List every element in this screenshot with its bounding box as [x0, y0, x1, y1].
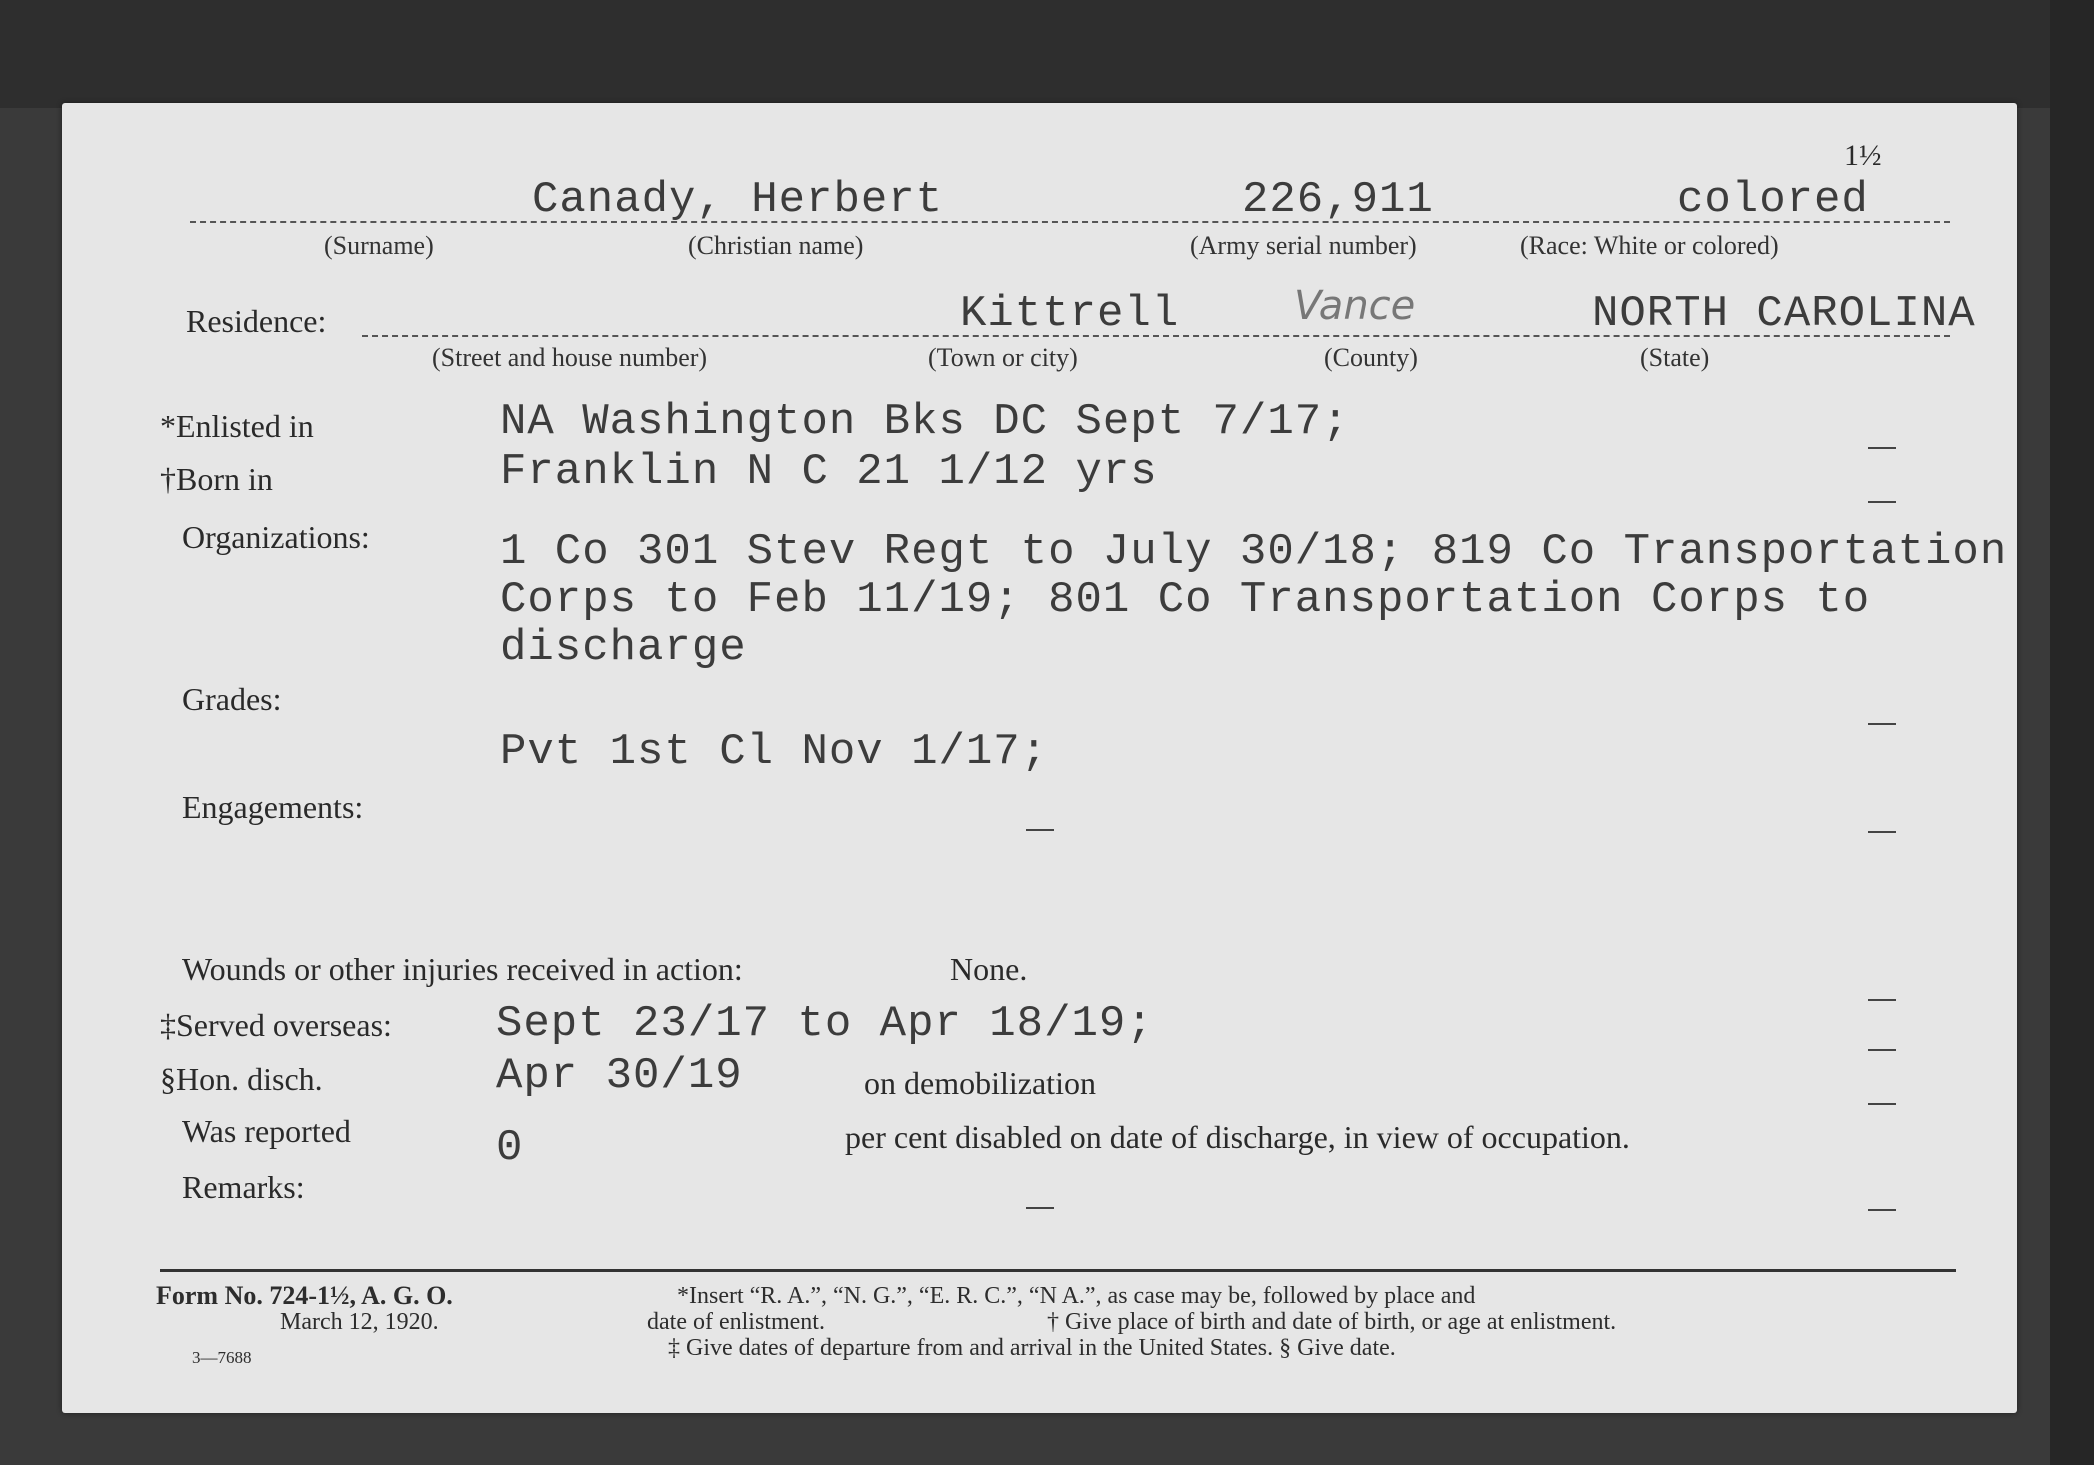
blank-mark [1868, 1209, 1896, 1211]
disabled-text: per cent disabled on date of discharge, in view of occupation. [845, 1119, 1630, 1155]
county-caption: (County) [1324, 343, 1418, 372]
serial-caption: (Army serial number) [1190, 231, 1417, 260]
grades-value: Pvt 1st Cl Nov 1/17; [500, 727, 1049, 777]
blank-mark [1868, 501, 1896, 503]
served-overseas-value: Sept 23/17 to Apr 18/19; [496, 999, 1154, 1049]
hon-disch-label: §Hon. disch. [160, 1061, 323, 1097]
disabled-percent-value: 0 [496, 1123, 524, 1173]
christian-name-caption: (Christian name) [688, 231, 864, 260]
organizations-line-3: discharge [500, 623, 747, 673]
blank-mark [1868, 999, 1896, 1001]
wounds-value: None. [950, 951, 1028, 987]
street-caption: (Street and house number) [432, 343, 708, 372]
footnote-overseas: ‡ Give dates of departure from and arrival in the United States. § Give date. [668, 1335, 1396, 1361]
blank-mark [1868, 1049, 1896, 1051]
blank-mark [1026, 829, 1054, 831]
organizations-line-1: 1 Co 301 Stev Regt to July 30/18; 819 Co Transportation [500, 527, 2008, 577]
footnote-enlisted: *Insert “R. A.”, “N. G.”, “E. R. C.”, “N A.”, as case may be, followed by place and [677, 1283, 1476, 1309]
scanner-background-top [0, 0, 2094, 108]
served-overseas-label: ‡Served overseas: [160, 1007, 392, 1043]
organizations-label: Organizations: [182, 519, 370, 555]
remarks-label: Remarks: [182, 1169, 305, 1205]
print-code: 3—7688 [192, 1348, 252, 1367]
born-label: †Born in [160, 461, 273, 497]
corner-fraction: 1½ [1844, 139, 1882, 172]
surname-christian-value: Canady, Herbert [532, 175, 944, 225]
town-caption: (Town or city) [928, 343, 1078, 372]
footer-rule [160, 1269, 1956, 1272]
grades-label: Grades: [182, 681, 282, 717]
enlisted-value: NA Washington Bks DC Sept 7/17; [500, 397, 1350, 447]
hon-disch-value: Apr 30/19 [496, 1051, 743, 1101]
scanner-background-right [2050, 0, 2094, 1465]
wounds-label: Wounds or other injuries received in action: [182, 951, 743, 987]
form-date: March 12, 1920. [280, 1309, 439, 1335]
race-caption: (Race: White or colored) [1520, 231, 1779, 260]
service-record-card [62, 103, 2017, 1413]
blank-mark [1868, 831, 1896, 833]
enlisted-label: *Enlisted in [160, 408, 314, 444]
form-number: Form No. 724-1½, A. G. O. [156, 1281, 453, 1310]
residence-label: Residence: [186, 303, 327, 339]
demobilization-text: on demobilization [864, 1065, 1096, 1101]
born-value: Franklin N C 21 1/12 yrs [500, 447, 1158, 497]
was-reported-label: Was reported [182, 1113, 351, 1149]
blank-mark [1868, 447, 1896, 449]
blank-mark [1868, 723, 1896, 725]
serial-number-value: 226,911 [1242, 175, 1434, 225]
county-handwritten: Vance [1294, 283, 1416, 329]
footnote-enlisted-cont: date of enlistment. [647, 1309, 825, 1335]
blank-mark [1868, 1103, 1896, 1105]
race-value: colored [1677, 175, 1869, 225]
town-value: Kittrell [960, 289, 1180, 339]
organizations-line-2: Corps to Feb 11/19; 801 Co Transportation Corps to [500, 575, 1871, 625]
blank-mark [1026, 1207, 1054, 1209]
state-value: NORTH CAROLINA [1592, 289, 1976, 339]
state-caption: (State) [1640, 343, 1710, 372]
engagements-label: Engagements: [182, 789, 364, 825]
surname-caption: (Surname) [324, 231, 434, 260]
footnote-born: † Give place of birth and date of birth, or age at enlistment. [1047, 1309, 1617, 1335]
